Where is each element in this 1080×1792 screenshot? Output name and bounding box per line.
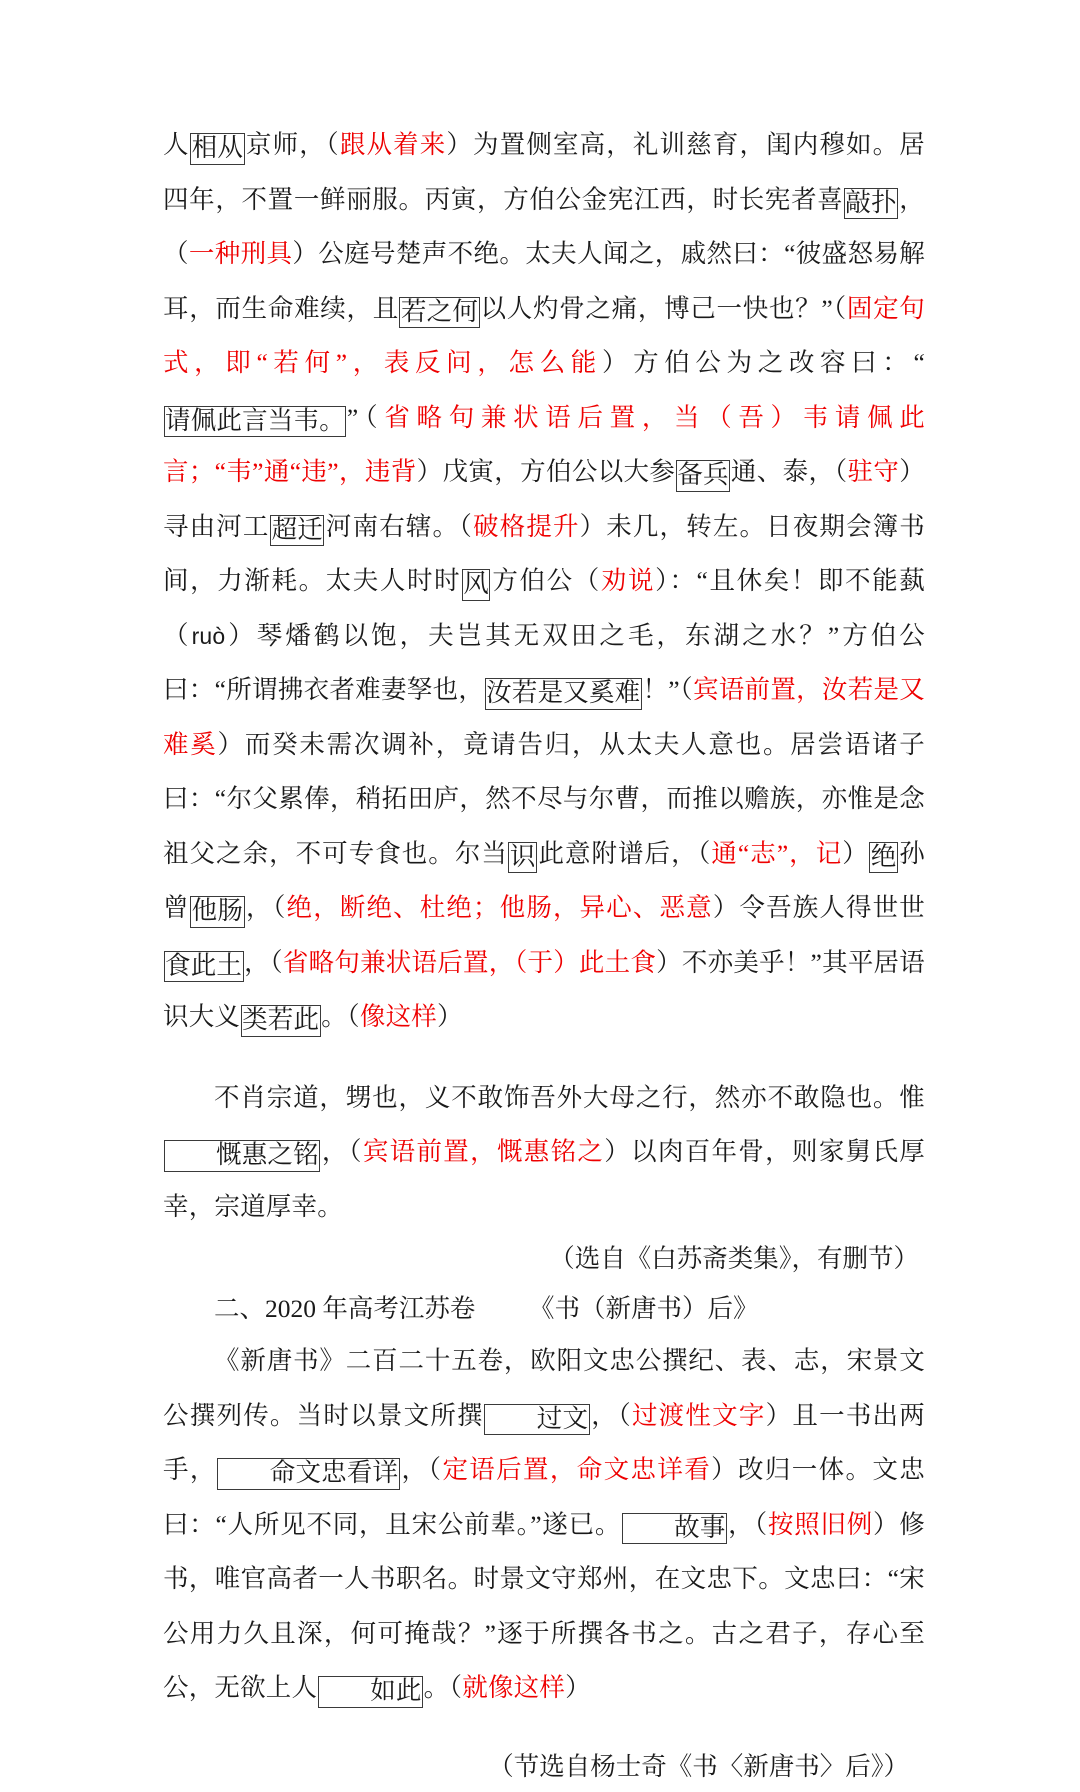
- red-annotation: 宾语前置，汝若是又难奚: [163, 675, 926, 759]
- body-text-run: ）戊寅，方伯公以大参: [416, 457, 676, 486]
- body-text-run: 此意附谱后，（: [537, 838, 712, 868]
- body-text-run: ）未几，转左。日夜期会簿书间，力渐耗。太夫人时时: [163, 511, 926, 595]
- body-text-run: ）: [842, 838, 869, 868]
- body-text-run: ，（: [727, 1509, 768, 1539]
- red-annotation: 绝，断绝、杜绝；他肠，异心、恶意: [286, 893, 713, 922]
- body-text-run: ，（: [400, 1455, 443, 1484]
- source-citation-two: （节选自杨士奇《书〈新唐书〉后》）: [488, 1751, 909, 1781]
- body-text-run: ）方伯公为之改容曰：“: [601, 348, 925, 377]
- pinyin-gloss: ruò: [191, 622, 226, 649]
- body-text-run: 京师，（: [245, 130, 340, 159]
- red-annotation: 通“志”，记: [711, 838, 843, 868]
- boxed-keyword: 请佩此言当韦。: [164, 406, 347, 438]
- boxed-keyword: 绝: [869, 842, 898, 874]
- body-text-run: ）寻由河工: [163, 457, 925, 541]
- red-annotation: 跟从着来: [339, 130, 447, 159]
- body-text-run: 以人灼骨之痛，博己一快也？”（: [480, 293, 847, 323]
- section-exam-name: 2020 年高考江苏卷: [265, 1294, 476, 1323]
- body-text-run: ）且一书出两手，: [163, 1400, 925, 1484]
- boxed-keyword: 类若此: [241, 1005, 321, 1037]
- body-text-run: ）修书，唯官高者一人书职名。时景文守郑州，在文忠下。文忠曰：“宋公用力久且深，何可掩哉？”逐于所撰各书之。古之君子，存心至公，无欲上人: [163, 1509, 926, 1702]
- body-text-run: 。（: [423, 1673, 463, 1702]
- body-text-run: ）琴燔鹤以饱，夫岂其无双田之毛，东湖之水？”方伯公曰：“所谓拂衣者难妻孥也，: [163, 620, 925, 704]
- section-heading: [163, 1284, 925, 1334]
- boxed-keyword: 识: [508, 842, 537, 874]
- red-annotation: 定语后置，命文忠详看: [442, 1455, 712, 1484]
- body-text-run: ）公庭号楚声不绝。太夫人闻之，戚然曰：“彼盛怒易解耳，而生命难续，且: [163, 239, 925, 323]
- body-text-run: ）不亦美乎！”其平居语识大义: [163, 947, 925, 1031]
- red-annotation: 省略句兼状语后置，（于）此土食: [282, 947, 657, 977]
- red-annotation: 破格提升: [473, 511, 580, 541]
- boxed-keyword: 他肠: [190, 896, 244, 928]
- paragraph-spacer-2: [163, 1716, 925, 1742]
- body-text-run: ）令吾族人得世世: [712, 893, 926, 922]
- boxed-keyword: 命文忠看详: [217, 1458, 400, 1490]
- body-text-run: 《新唐书》二百二十五卷，欧阳文忠公撰纪、表、志，宋景文公撰列传。当时以景文所撰: [163, 1346, 925, 1430]
- body-text-run: ，（: [244, 947, 283, 977]
- boxed-keyword: 故事: [622, 1513, 727, 1545]
- paragraph-spacer: [163, 1045, 925, 1071]
- passage-one-body: [163, 118, 925, 1045]
- body-text-run: 人: [163, 130, 190, 159]
- section-number: 二、: [214, 1294, 266, 1323]
- red-annotation: 驻守: [847, 457, 900, 486]
- passage-two-body: [163, 1071, 925, 1235]
- boxed-keyword: 如此: [318, 1676, 423, 1708]
- red-annotation: 劝说: [600, 566, 656, 595]
- red-annotation: 按照旧例: [767, 1509, 874, 1539]
- body-text-run: 通、泰，（: [730, 457, 848, 486]
- section-title: 《书（新唐书）后》: [528, 1294, 759, 1323]
- red-annotation: 一种刑具: [188, 239, 293, 268]
- body-text-run: ）改归一体。文忠曰：“人所见不同，且宋公前辈。”遂已。: [163, 1455, 925, 1539]
- body-text-run: 河南右辖。（: [324, 511, 474, 541]
- red-annotation: 过渡性文字: [631, 1400, 766, 1430]
- body-text-run: 孙曾: [163, 838, 925, 922]
- body-text-run: ）以肉百年骨，则家舅氏厚幸，宗道厚幸。: [163, 1137, 925, 1221]
- body-text-run: ，（: [590, 1400, 632, 1430]
- boxed-keyword: 过文: [484, 1404, 589, 1436]
- red-annotation: 像这样: [359, 1002, 437, 1031]
- passage-three-body: [163, 1334, 925, 1716]
- red-annotation: 就像这样: [462, 1673, 566, 1702]
- body-text-run: ）：“且休矣！即不能蓺（: [163, 566, 925, 650]
- boxed-keyword: 汝若是又奚难: [485, 678, 642, 710]
- boxed-keyword: 备兵: [676, 460, 730, 492]
- red-annotation: 宾语前置，慨惠铭之: [362, 1137, 605, 1166]
- red-annotation: 省略句兼状语后置，当（吾）韦请佩此言；“韦”通“违”，违背: [163, 402, 925, 486]
- body-text-run: 。（: [321, 1002, 360, 1031]
- body-text-run: ）: [565, 1673, 591, 1702]
- boxed-keyword: 超迁: [270, 515, 324, 547]
- boxed-keyword: 风: [462, 569, 491, 601]
- source-citation-one: （选自《白苏斋类集》，有删节）: [549, 1244, 919, 1273]
- body-text-run: ，（: [245, 893, 287, 922]
- body-text-run: ）为置侧室高，礼训慈育，闺内穆如。居四年，不置一鲜丽服。丙寅，方伯公金宪江西，时长宪者喜: [163, 130, 926, 214]
- body-text-run: ）: [436, 1002, 463, 1031]
- body-text-run: ，（: [320, 1137, 363, 1166]
- red-annotation: 固定句式，即“若何”，表反问，怎么能: [163, 293, 925, 377]
- body-text-run: ！”（: [642, 675, 693, 704]
- body-text-run: 方伯公（: [490, 566, 601, 595]
- boxed-keyword: 相从: [190, 133, 244, 165]
- body-text-run: 不肖宗道，甥也，义不敢饰吾外大母之行，然亦不敢隐也。惟: [214, 1082, 925, 1112]
- body-text-run: ”（: [346, 402, 385, 432]
- body-text-run: ）而癸未需次调补，竟请告归，从太夫人意也。居尝语诸子曰：“尔父累俸，稍拓田庐，然不尽与尔曹，而推以赡族，亦惟是念祖父之余，不可专食也。尔当: [163, 729, 925, 868]
- body-text-run: ，（: [163, 184, 925, 268]
- boxed-keyword: 慨惠之铭: [164, 1140, 321, 1172]
- boxed-keyword: 若之何: [399, 297, 479, 329]
- boxed-keyword: 食此土: [164, 951, 244, 983]
- boxed-keyword: 敲扑: [844, 188, 898, 220]
